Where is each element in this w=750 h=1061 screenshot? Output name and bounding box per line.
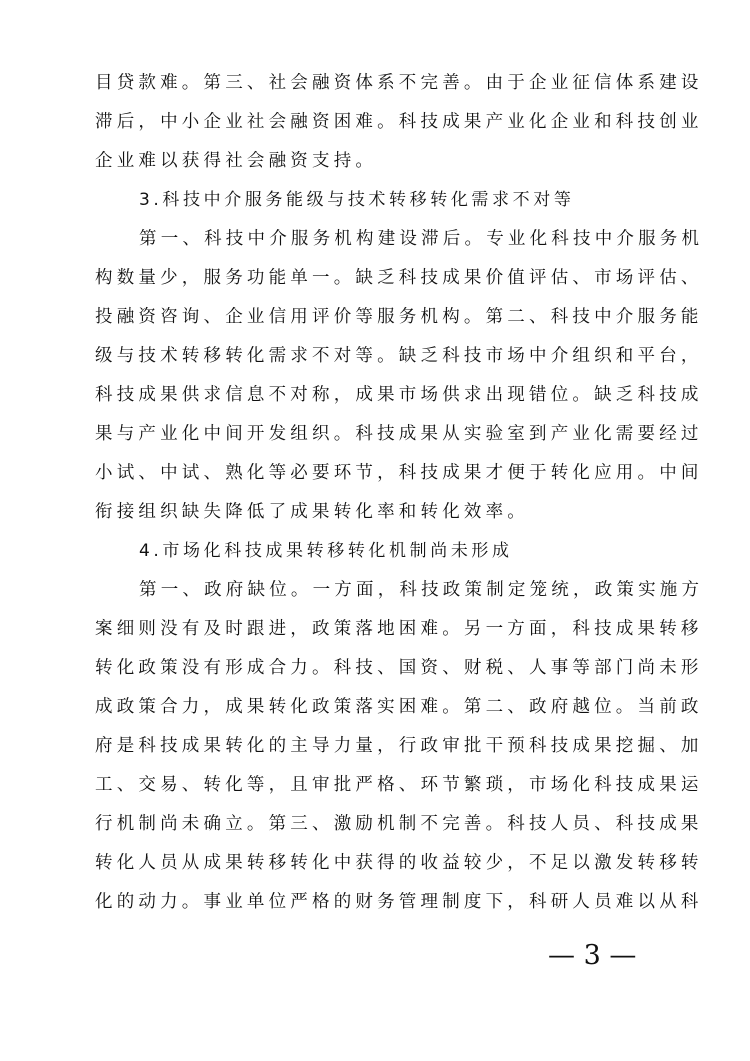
body-line-17: 成政策合力，成果转化政策落实困难。第二、政府越位。当前政 (95, 697, 703, 717)
body-line-2: 滞后，中小企业社会融资困难。科技成果产业化企业和科技创业 (95, 112, 703, 132)
body-line-8: 级与技术转移转化需求不对等。缺乏科技市场中介组织和平台， (95, 346, 703, 366)
body-line-20: 行机制尚未确立。第三、激励机制不完善。科技人员、科技成果 (95, 814, 703, 834)
body-line-1: 目贷款难。第三、社会融资体系不完善。由于企业征信体系建设 (95, 73, 703, 93)
body-line-5: 第一、科技中介服务机构建设滞后。专业化科技中介服务机 (139, 229, 704, 249)
body-line-3: 企业难以获得社会融资支持。 (95, 151, 378, 171)
body-line-19: 工、交易、转化等，且审批严格、环节繁琐，市场化科技成果运 (95, 775, 703, 795)
body-line-16: 转化政策没有形成合力。科技、国资、财税、人事等部门尚未形 (95, 658, 703, 678)
body-line-22: 化的动力。事业单位严格的财务管理制度下，科研人员难以从科 (95, 892, 703, 912)
body-line-6: 构数量少，服务功能单一。缺乏科技成果价值评估、市场评估、 (95, 268, 703, 288)
body-line-11: 小试、中试、熟化等必要环节，科技成果才便于转化应用。中间 (95, 463, 703, 483)
body-line-7: 投融资咨询、企业信用评价等服务机构。第二、科技中介服务能 (95, 307, 703, 327)
body-line-9: 科技成果供求信息不对称，成果市场供求出现错位。缺乏科技成 (95, 385, 703, 405)
body-line-10: 果与产业化中间开发组织。科技成果从实验室到产业化需要经过 (95, 424, 703, 444)
page-number: — 3 — (548, 940, 637, 971)
section-heading-4: 4.市场化科技成果转移转化机制尚未形成 (139, 541, 513, 561)
body-line-12: 衔接组织缺失降低了成果转化率和转化效率。 (95, 502, 529, 522)
body-line-18: 府是科技成果转化的主导力量，行政审批干预科技成果挖掘、加 (95, 736, 703, 756)
body-line-14: 第一、政府缺位。一方面，科技政策制定笼统，政策实施方 (139, 580, 704, 600)
document-body (95, 64, 704, 922)
body-line-15: 案细则没有及时跟进，政策落地困难。另一方面，科技成果转移 (95, 619, 703, 639)
body-line-21: 转化人员从成果转移转化中获得的收益较少，不足以激发转移转 (95, 853, 703, 873)
section-heading-3: 3.科技中介服务能级与技术转移转化需求不对等 (139, 190, 575, 210)
